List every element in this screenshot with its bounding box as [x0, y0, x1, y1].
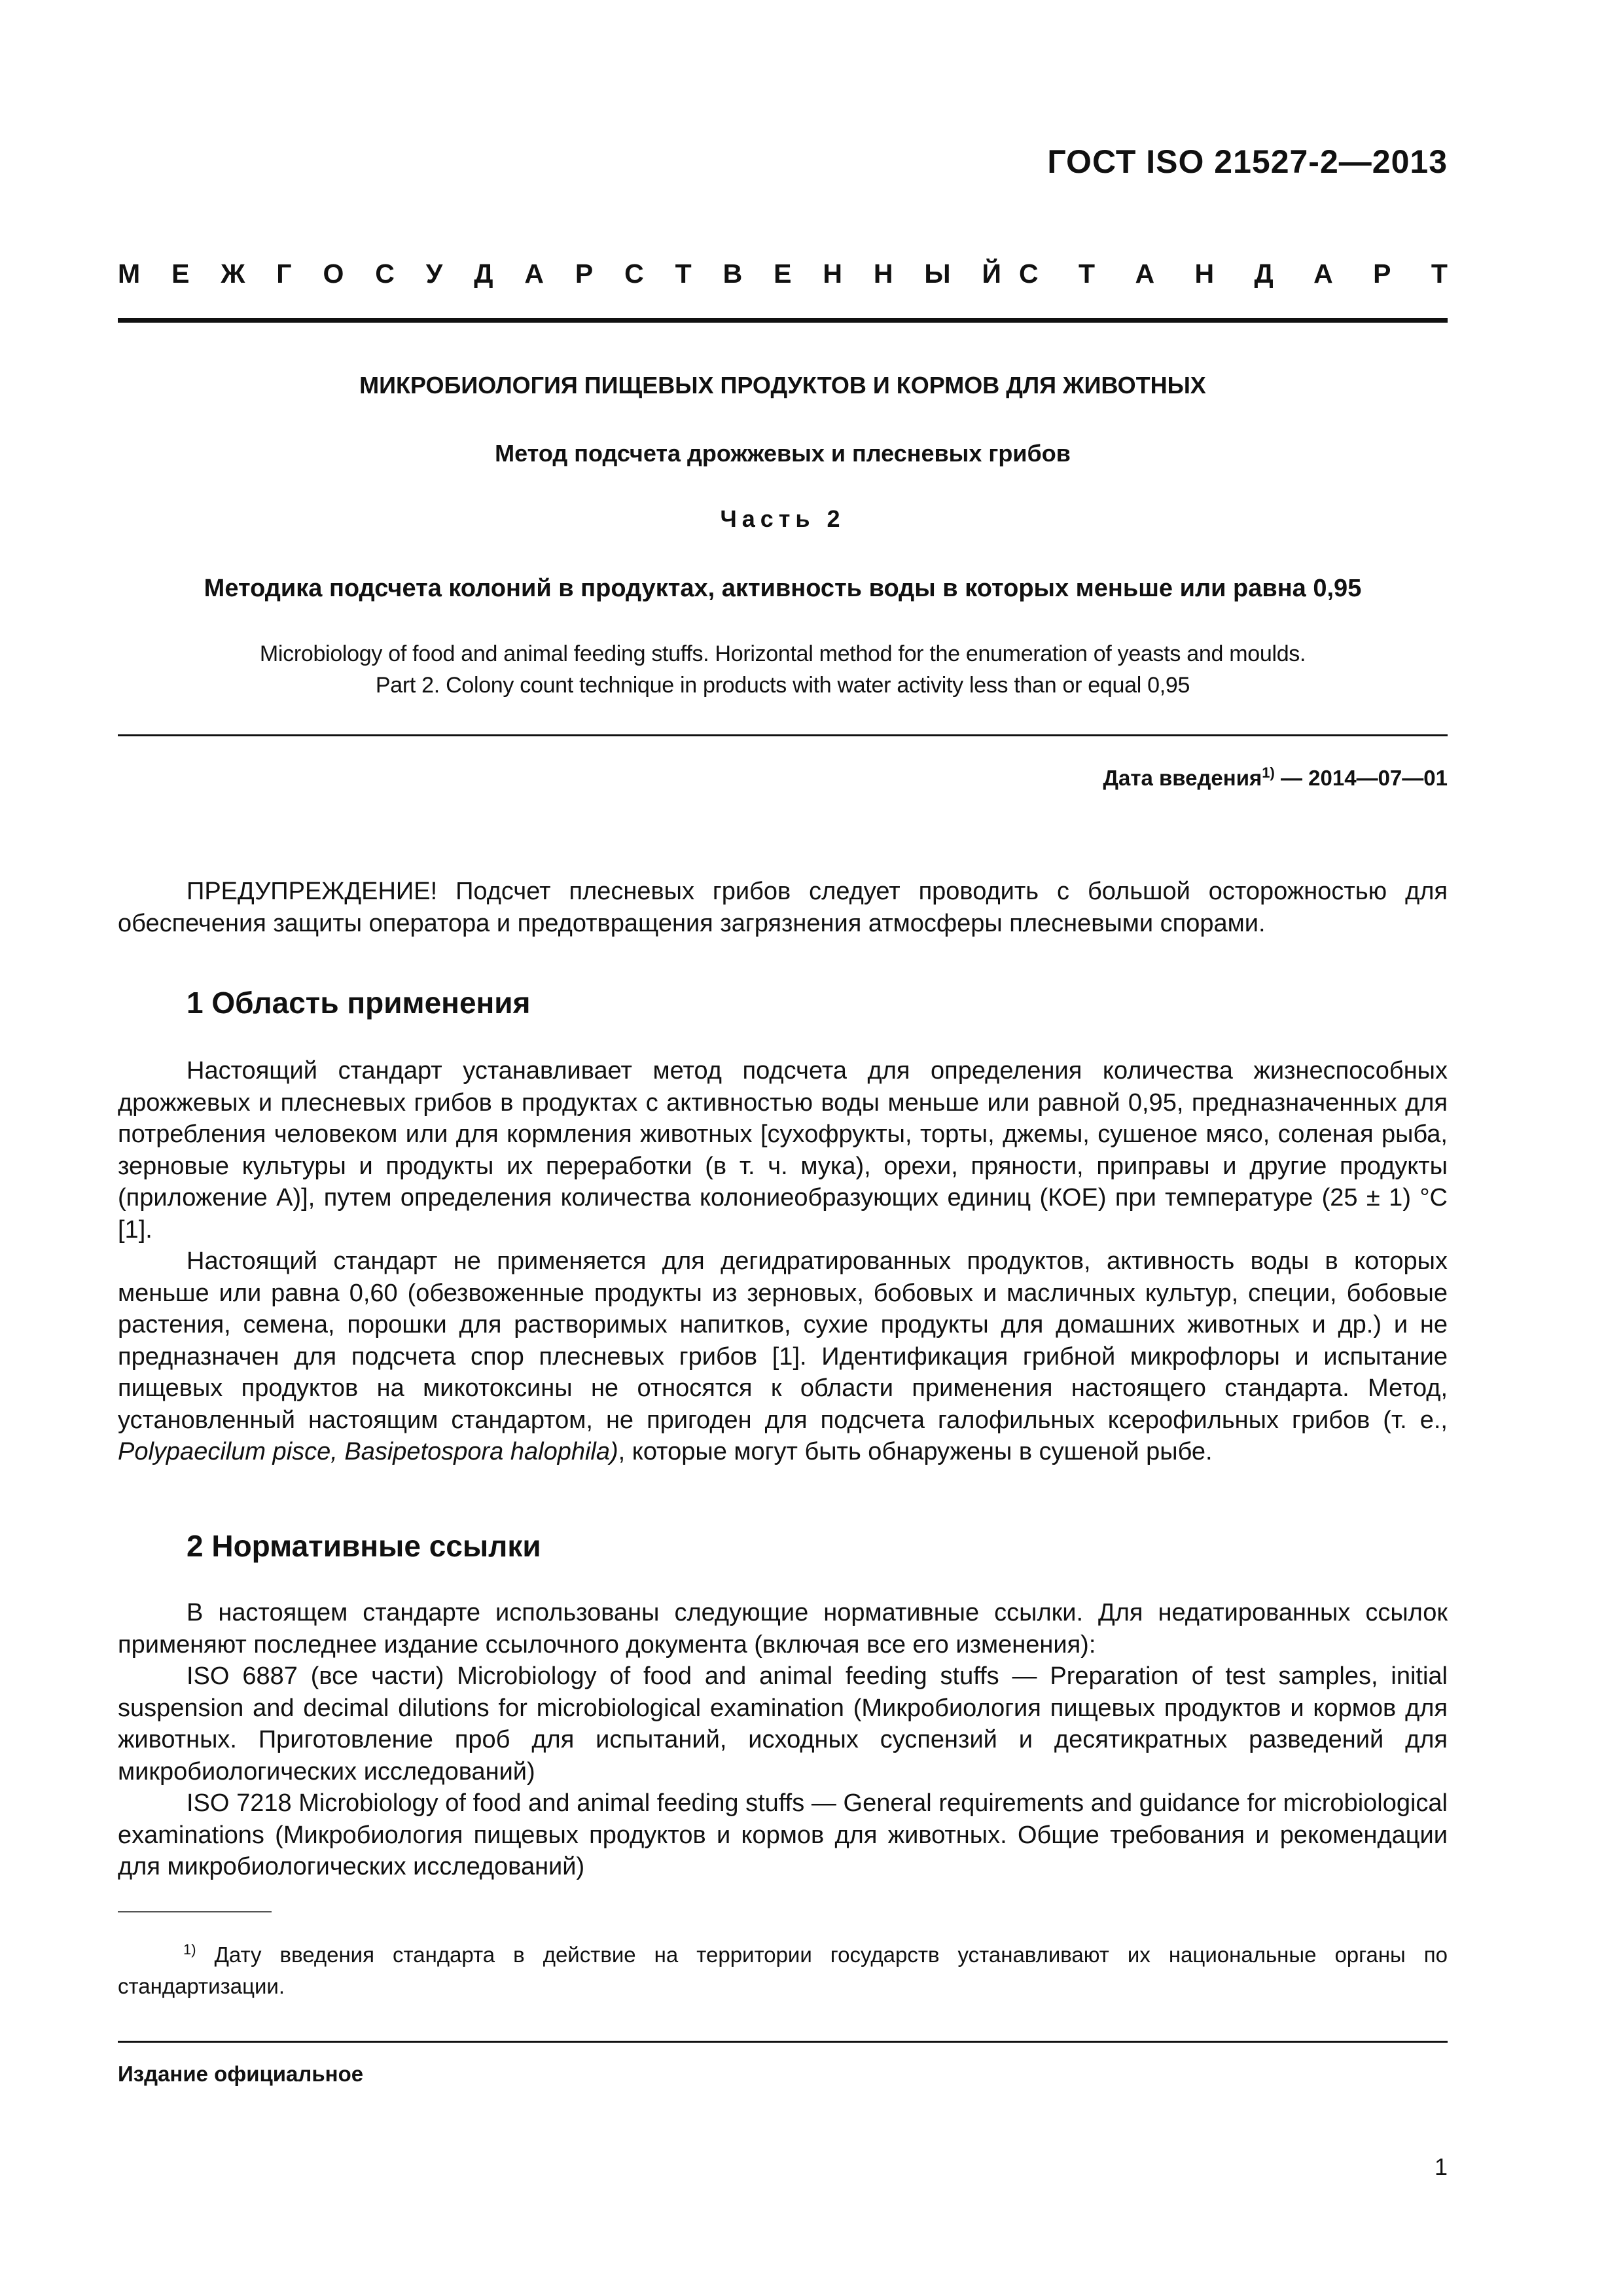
standard-word: [1019, 259, 1448, 289]
title-rule: [118, 734, 1448, 736]
paragraph: [118, 1246, 1448, 1468]
letter: С: [624, 259, 644, 289]
paragraph-text: , которые могут быть обнаружены в сушеной рыбе.: [618, 1438, 1213, 1465]
letter: Д: [1254, 259, 1274, 289]
letter: О: [323, 259, 344, 289]
section-heading: 2 Нормативные ссылки: [187, 1529, 541, 1563]
english-title: [118, 638, 1448, 701]
footnote-body: Дату введения стандарта в действие на территории государств устанавливают их национальные органы по стандартизации.: [118, 1943, 1448, 1998]
footnote-mark: 1): [183, 1941, 196, 1958]
letter: Н: [873, 259, 893, 289]
english-title-line: Part 2. Colony count technique in products with water activity less than or equal 0,95: [375, 673, 1190, 698]
letter: Т: [1431, 259, 1448, 289]
letter: Н: [1194, 259, 1215, 289]
english-title-line: Microbiology of food and animal feeding stuffs. Horizontal method for the enumeration of yeasts and moulds.: [259, 641, 1306, 666]
title-part: Часть 2: [720, 505, 846, 532]
letter: У: [425, 259, 443, 289]
introduction-date: [1103, 764, 1448, 791]
letter: А: [1313, 259, 1333, 289]
letter: М: [118, 259, 141, 289]
official-edition-label: Издание официальное: [118, 2062, 364, 2086]
section-body: [118, 1597, 1448, 1883]
footnote-divider: [118, 1911, 272, 1912]
footnote-text: [118, 1934, 1448, 2002]
letter: Т: [675, 259, 692, 289]
letter: Е: [774, 259, 792, 289]
header-rule: [118, 318, 1448, 323]
letter: С: [1019, 259, 1039, 289]
interstate-word: [118, 259, 1001, 289]
letter: Ж: [221, 259, 245, 289]
letter: Е: [171, 259, 190, 289]
letter: В: [722, 259, 743, 289]
letter: Д: [474, 259, 493, 289]
paragraph: ISO 7218 Microbiology of food and animal feeding stuffs — General requirements and guidance for microbiological examinations (Микробиология пищевых продуктов и кормов для животных. Общие требования и рекомендации для микробиологических исследований): [118, 1789, 1448, 1880]
date-value: — 2014—07—01: [1274, 766, 1448, 790]
paragraph-text: Настоящий стандарт не применяется для дегидратированных продуктов, активность воды в которых меньше или равна 0,60 (обезвоженные продукты из зерновых, бобовых и масличных культур, специи, бобовые растения, семена, порошки для растворимых напитков, сухие продукты для домашних животных и др.) и не предназначен для подсчета спор плесневых грибов [1]. Идентификация грибной микрофлоры и испытание пищевых продуктов на микотоксины не относятся к области применения настоящего стандарта. Метод, установленный настоящим стандартом, не пригоден для подсчета галофильных ксерофильных грибов (т. е.,: [118, 1247, 1448, 1434]
warning-block: [118, 876, 1448, 939]
date-label: Дата введения: [1103, 766, 1262, 790]
letter: Н: [823, 259, 842, 289]
letter: Т: [1079, 259, 1096, 289]
letter: С: [375, 259, 395, 289]
paragraph: Настоящий стандарт устанавливает метод подсчета для определения количества жизнеспособных дрожжевых и плесневых грибов в продуктах с активностью воды меньше или равной 0,95, предназначенных для потребления человеком или для кормления животных [сухофрукты, торты, джемы, сушеное мясо, соленая рыба, зерновые культуры и продукты их переработки (в т. ч. мука), орехи, пряности, приправы и другие продукты (приложение А)], путем определения количества колониеобразующих единиц (КОЕ) при температуре (25 ± 1) °С [1].: [118, 1057, 1448, 1244]
title-method: Методика подсчета колоний в продуктах, активность воды в которых меньше или равна 0,95: [204, 575, 1362, 602]
letter: Ы: [924, 259, 951, 289]
section-body: [118, 1055, 1448, 1468]
letter: Р: [575, 259, 594, 289]
letter: Й: [982, 259, 1001, 289]
letter: А: [1135, 259, 1155, 289]
title-main: МИКРОБИОЛОГИЯ ПИЩЕВЫХ ПРОДУКТОВ И КОРМОВ ДЛЯ ЖИВОТНЫХ: [359, 372, 1206, 399]
footnote-mark: 1): [1262, 764, 1275, 781]
letter: Г: [276, 259, 292, 289]
letter: Р: [1373, 259, 1391, 289]
paragraph: В настоящем стандарте использованы следующие нормативные ссылки. Для недатированных ссылок применяют последнее издание ссылочного документа (включая все его изменения):: [118, 1599, 1448, 1659]
title-sub: Метод подсчета дрожжевых и плесневых грибов: [495, 440, 1071, 467]
footnote: [118, 1934, 1448, 2002]
letter: А: [524, 259, 544, 289]
official-rule: [118, 2041, 1448, 2043]
document-number: ГОСТ ISO 21527-2—2013: [1047, 143, 1448, 180]
warning-text: ПРЕДУПРЕЖДЕНИЕ! Подсчет плесневых грибов следует проводить с большой осторожностью для обеспечения защиты оператора и предотвращения загрязнения атмосферы плесневыми спорами.: [118, 878, 1448, 937]
species-names: Polypaecilum pisce, Basipetospora halophila): [118, 1438, 618, 1465]
interstate-standard-heading: [118, 259, 1448, 289]
paragraph: ISO 6887 (все части) Microbiology of food and animal feeding stuffs — Preparation of test samples, initial suspension and decimal dilutions for microbiological examination (Микробиология пищевых продуктов и кормов для животных. Приготовление проб для испытаний, исходных суспензий и десятикратных разведений для микробиологических исследований): [118, 1662, 1448, 1785]
page-number: 1: [1434, 2153, 1448, 2180]
section-heading: 1 Область применения: [187, 986, 531, 1020]
